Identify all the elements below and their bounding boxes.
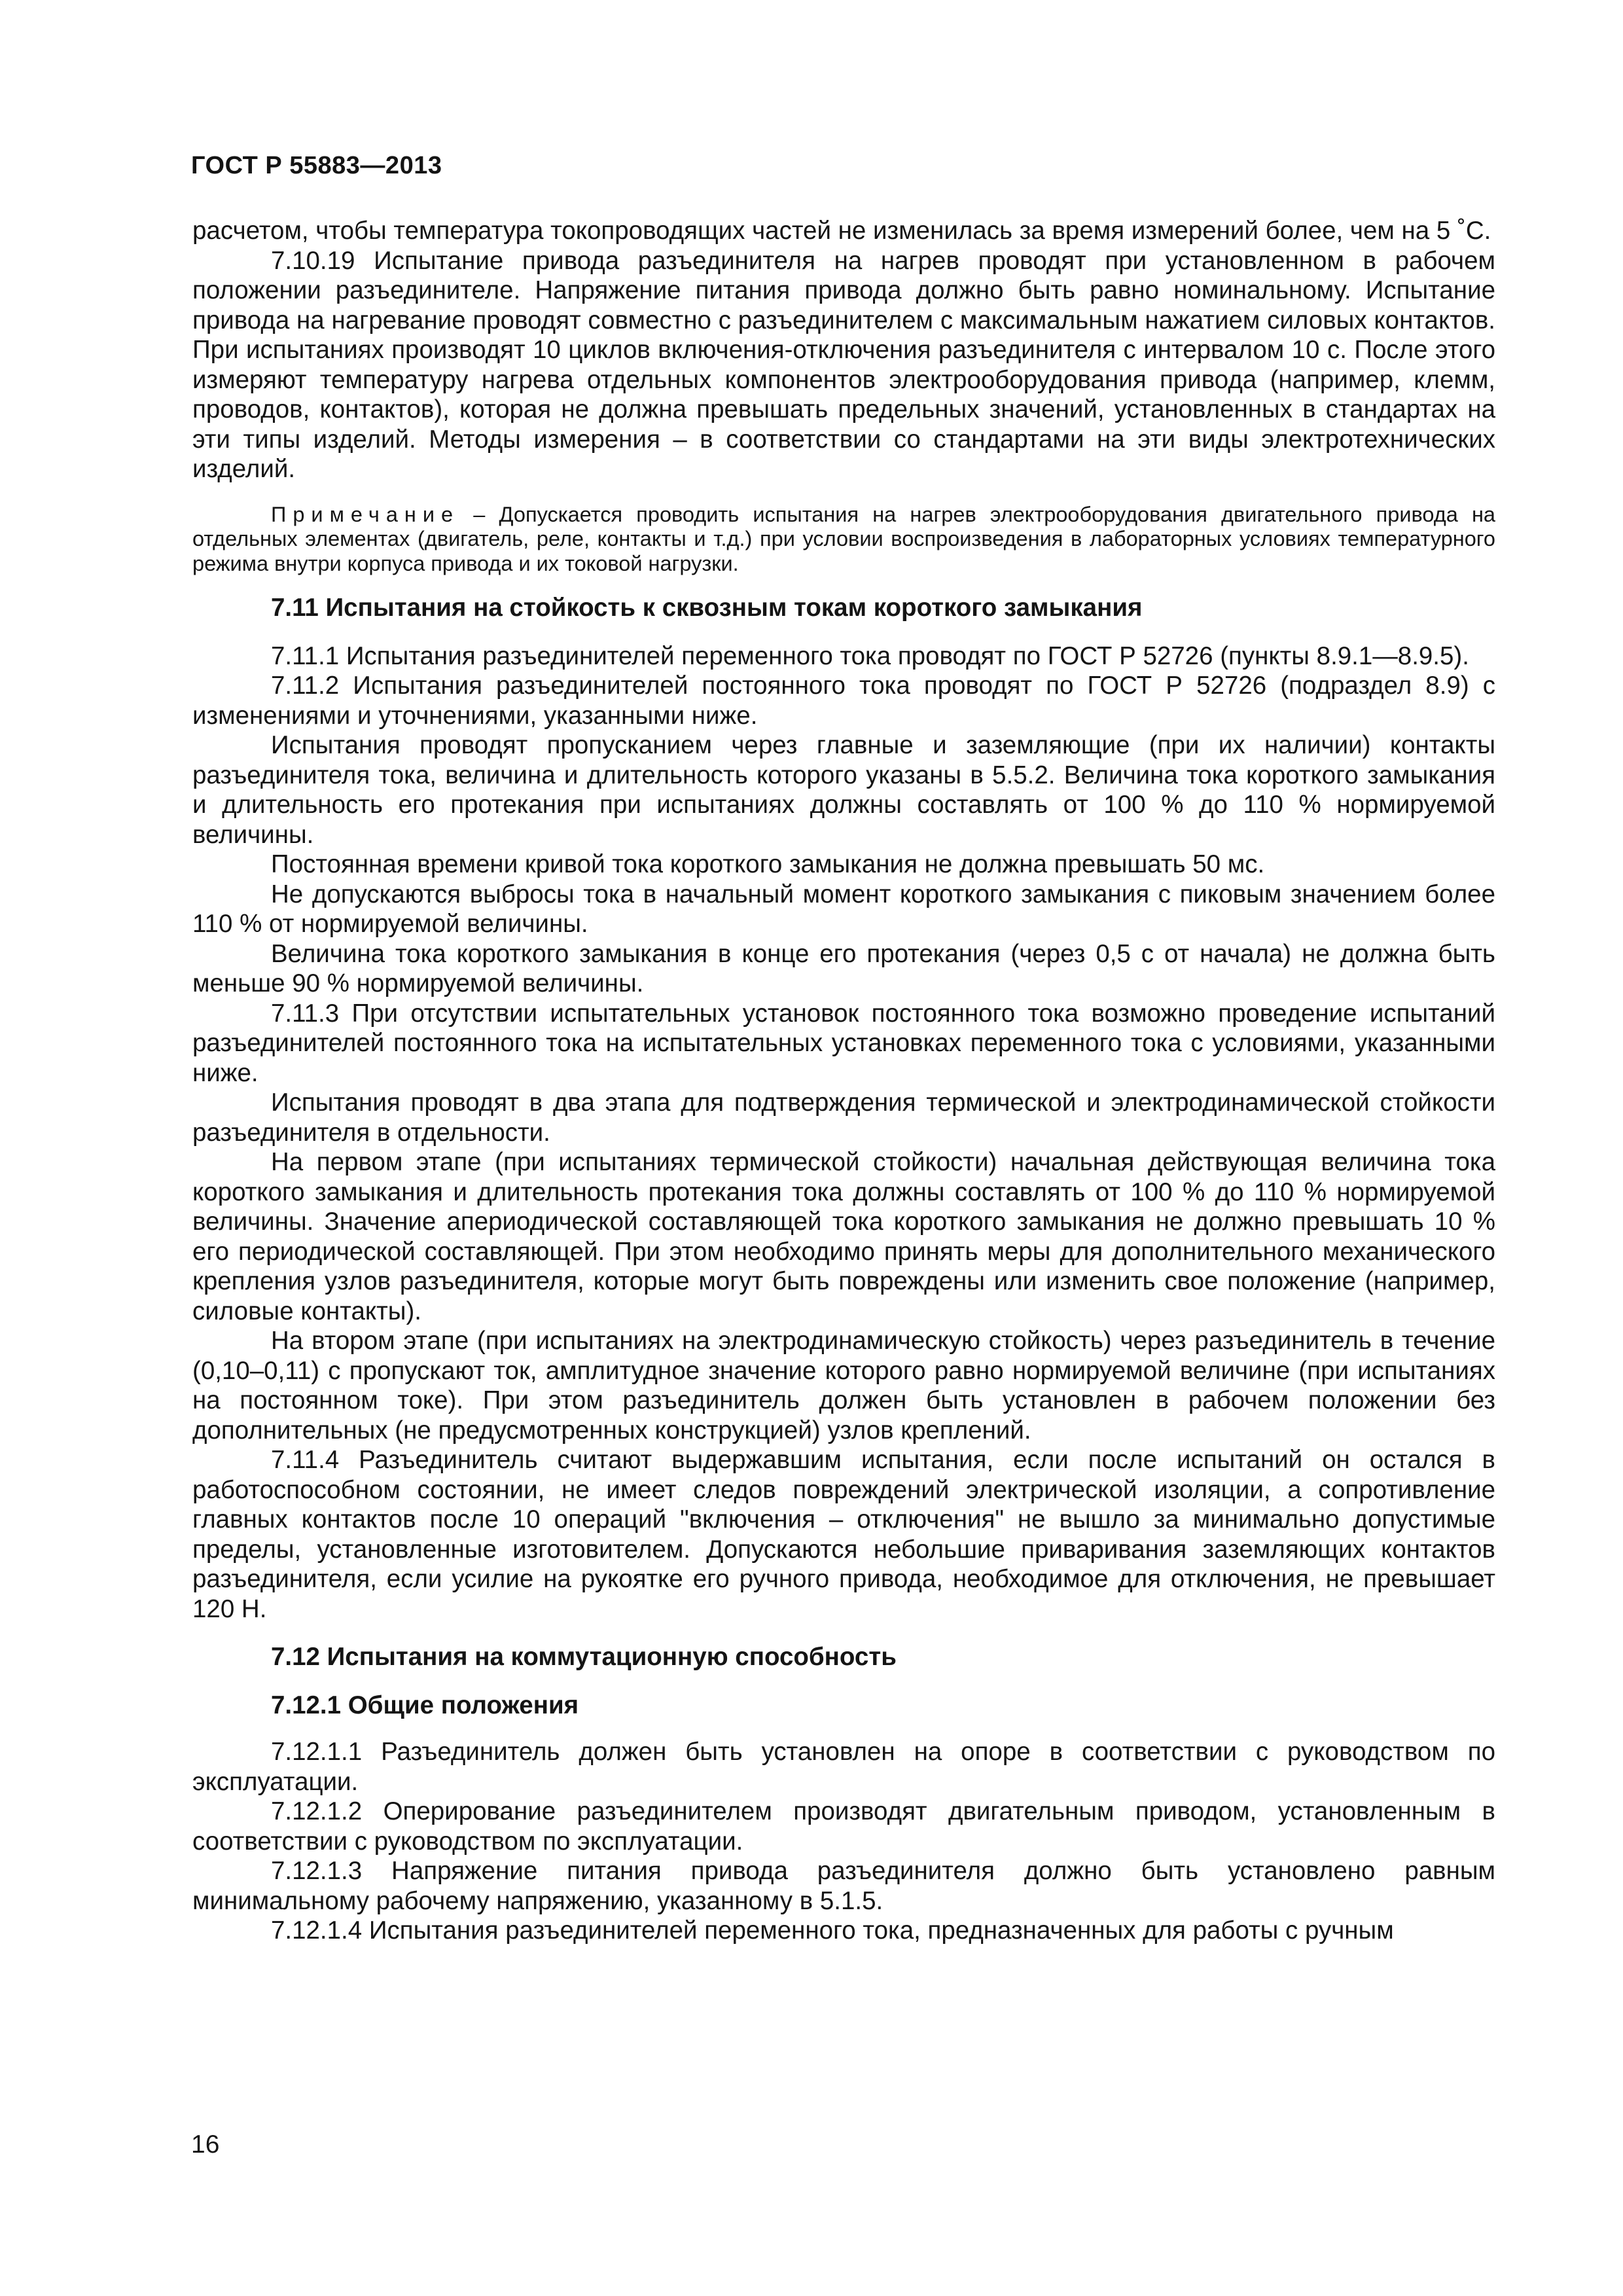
paragraph-7-11-3: 7.11.3 При отсутствии испытательных установок постоянного тока возможно проведение испытаний разъединителей постоянного тока на испытательных установках переменного тока с условиями, указанными ниже. [192, 999, 1495, 1087]
paragraph-first-stage: На первом этапе (при испытаниях термической стойкости) начальная действующая величина тока короткого замыкания и длительность протекания тока должны составлять от 100 % до 110 % нормируемой величины. Значение апериодической составляющей тока короткого замыкания не должно превышать 10 % его периодической составляющей. При этом необходимо принять меры для дополнительного механического крепления узлов разъединителя, которые могут быть повреждены или изменить свое положение (например, силовые контакты). [192, 1148, 1495, 1325]
note [192, 503, 1495, 577]
paragraph-7-12-1-3: 7.12.1.3 Напряжение питания привода разъединителя должно быть установлено равным минимальному рабочему напряжению, указанному в 5.1.5. [192, 1857, 1495, 1915]
paragraph-7-12-1-2: 7.12.1.2 Оперирование разъединителем производят двигательным приводом, установленным в соответствии с руководством по эксплуатации. [192, 1797, 1495, 1856]
note-text: – Допускается проводить испытания на нагрев электрооборудования двигательного привода на отдельных элементах (двигатель, реле, контакты и т.д.) при условии воспроизведения в лабораторных условиях температурного режима внутри корпуса привода и их токовой нагрузки. [192, 502, 1495, 575]
paragraph-end-current: Величина тока короткого замыкания в конце его протекания (через 0,5 с от начала) не должна быть меньше 90 % нормируемой величины. [192, 939, 1495, 997]
section-heading-7-12: 7.12 Испытания на коммутационную способность [271, 1643, 897, 1671]
paragraph-two-stages: Испытания проводят в два этапа для подтверждения термической и электродинамической стойкости разъединителя в отдельности. [192, 1088, 1495, 1147]
paragraph-7-11-1: 7.11.1 Испытания разъединителей переменного тока проводят по ГОСТ Р 52726 (пункты 8.9.1—8.9.5). [271, 641, 1469, 670]
paragraph-continuation: расчетом, чтобы температура токопроводящих частей не изменилась за время измерений более, чем на 5 ˚С. [192, 217, 1491, 245]
paragraph-7-11-2: 7.11.2 Испытания разъединителей постоянного тока проводят по ГОСТ Р 52726 (подраздел 8.9) с изменениями и уточнениями, указанными ниже. [192, 672, 1495, 730]
paragraph-second-stage: На втором этапе (при испытаниях на электродинамическую стойкость) через разъединитель в течение (0,10–0,11) с пропускают ток, амплитудное значение которого равно нормируемой величине (при испытаниях на постоянном токе). При этом разъединитель должен быть установлен в рабочем положении без дополнительных (не предусмотренных конструкцией) узлов креплений. [192, 1327, 1495, 1444]
paragraph-7-12-1-4: 7.12.1.4 Испытания разъединителей переменного тока, предназначенных для работы с ручным [271, 1916, 1394, 1945]
paragraph-7-11-4: 7.11.4 Разъединитель считают выдержавшим испытания, если после испытаний он остался в работоспособном состоянии, не имеет следов повреждений электрической изоляции, а сопротивление главных контактов после 10 операций "включения – отключения" не вышло за минимально допустимые пределы, установленные изготовителем. Допускаются небольшие приваривания заземляющих контактов разъединителя, если усилие на рукоятке его ручного привода, необходимое для отключения, не превышает 120 Н. [192, 1446, 1495, 1623]
note-label: Примечание [271, 502, 460, 526]
document-body [192, 216, 1495, 1946]
paragraph-7-12-1-1: 7.12.1.1 Разъединитель должен быть установлен на опоре в соответствии с руководством по эксплуатации. [192, 1738, 1495, 1796]
paragraph-current-peaks: Не допускаются выбросы тока в начальный момент короткого замыкания с пиковым значением более 110 % от нормируемой величины. [192, 880, 1495, 938]
paragraph-time-constant: Постоянная времени кривой тока короткого замыкания не должна превышать 50 мс. [271, 850, 1265, 878]
section-heading-7-11: 7.11 Испытания на стойкость к сквозным токам короткого замыкания [271, 594, 1143, 622]
page-number: 16 [191, 2130, 220, 2159]
subsection-heading-7-12-1: 7.12.1 Общие положения [271, 1691, 579, 1719]
document-header: ГОСТ Р 55883—2013 [191, 152, 442, 179]
paragraph-7-10-19: 7.10.19 Испытание привода разъединителя на нагрев проводят при установленном в рабочем положении разъединителе. Напряжение питания привода должно быть равно номинальному. Испытание привода на нагревание проводят совместно с разъединителем с максимальным нажатием силовых контактов. При испытаниях производят 10 циклов включения-отключения разъединителя с интервалом 10 с. После этого измеряют температуру нагрева отдельных компонентов электрооборудования привода (например, клемм, проводов, контактов), которая не должна превышать предельных значений, установленных в стандартах на эти типы изделий. Методы измерения – в соответствии со стандартами на эти виды электротехнических изделий. [192, 246, 1495, 483]
paragraph-test-current: Испытания проводят пропусканием через главные и заземляющие (при их наличии) контакты разъединителя тока, величина и длительность которого указаны в 5.5.2. Величина тока короткого замыкания и длительность его протекания при испытаниях должны составлять от 100 % до 110 % нормируемой величины. [192, 731, 1495, 849]
